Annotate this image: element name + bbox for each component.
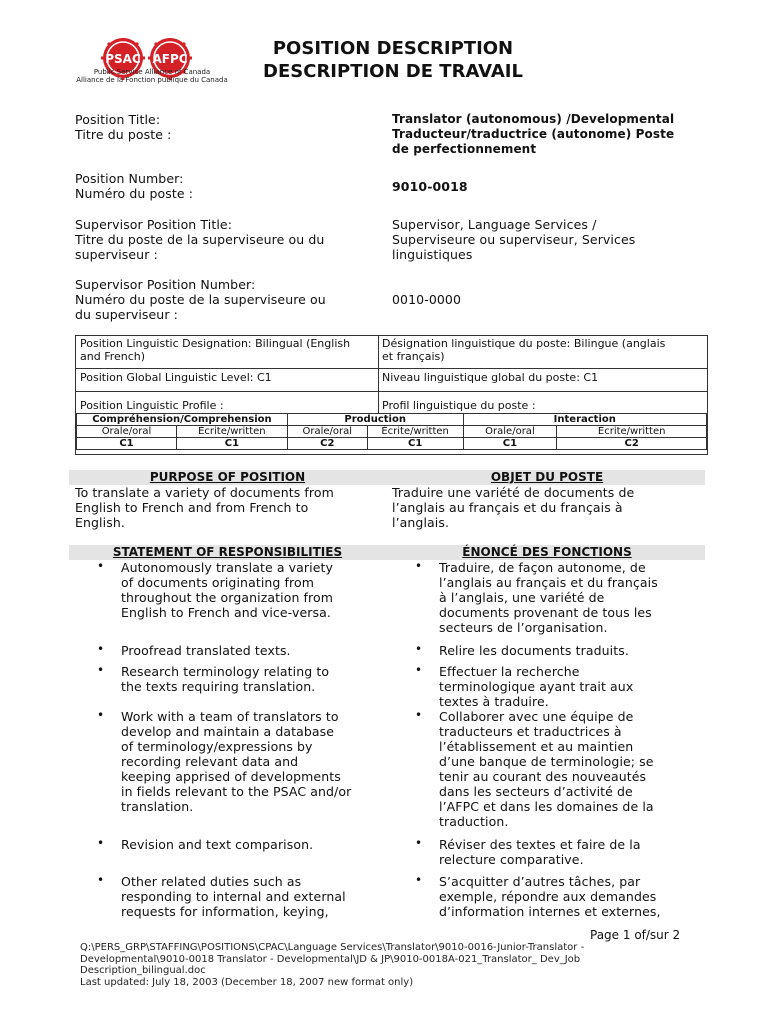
designation-fr [378,336,707,364]
bullet-icon: • [415,873,423,887]
resp-item-fr [439,643,629,658]
position-title-label-fr: Titre du poste : [75,127,172,142]
purpose-heading-en: PURPOSE OF POSITION [149,470,306,484]
linguistic-profile-table [76,413,707,450]
designation-en [76,336,378,364]
resp-item-fr [439,874,661,919]
title-fr: DESCRIPTION DE TRAVAIL [263,61,523,82]
resp-en-line: the texts requiring translation. [121,679,316,694]
resp-en-line: in fields relevant to the PSAC and/or [121,784,352,799]
position-number-label-en: Position Number: [75,171,184,186]
supervisor-title-label [75,217,324,262]
resp-en-line: English to French and vice-versa. [121,605,331,620]
bullet-icon: • [97,708,105,722]
profile-level: C1 [367,438,463,450]
bullet-icon: • [97,559,105,573]
bullet-icon: • [97,663,105,677]
supervisor-number-value: 0010-0000 [392,292,462,307]
resp-en-line: translation. [121,799,194,814]
position-title-label [75,112,171,142]
resp-fr-line: l’établissement et au maintien [439,739,634,754]
purpose-fr-line: l’anglais au français et du français à [392,500,623,515]
profile-subhead: Écrite/written [176,426,287,438]
profile-subhead: Écrite/written [367,426,463,438]
resp-fr-line: d’une banque de terminologie; se [439,754,654,769]
logo-caption-fr: Alliance de la Fonction publique du Canada [76,76,228,84]
designation-row [76,336,707,369]
bullet-icon: • [415,663,423,677]
resp-en-line: throughout the organization from [121,590,334,605]
purpose-text-fr [392,485,634,530]
supervisor-number-label-line: du superviseur : [75,307,178,322]
resp-en-line: Autonomously translate a variety [121,560,334,575]
resp-item-en [121,837,313,852]
global-level-en: Position Global Linguistic Level: C1 [80,371,272,384]
bullet-icon: • [415,708,423,722]
bullet-icon: • [97,642,105,656]
supervisor-title-value-line: Superviseure ou superviseur, Services [392,232,636,247]
bullet-icon: • [97,836,105,850]
supervisor-title-label-line: Supervisor Position Title: [75,217,233,232]
profile-level: C1 [176,438,287,450]
position-title-value-line: Translator (autonomous) /Developmental [392,112,675,126]
resp-en-line: develop and maintain a database [121,724,335,739]
purpose-fr-line: Traduire une variété de documents de [392,485,635,500]
resp-fr-line: Effectuer la recherche [439,664,580,679]
designation-en-line: Position Linguistic Designation: Bilingual (English [80,337,351,350]
footer-path-line: Description_bilingual.doc [80,965,206,976]
footer-path-line: Q:\PERS_GRP\STAFFING\POSITIONS\CPAC\Language Services\Translator\9010-0016-Junior-Translator - [80,942,585,953]
resp-fr-line: documents provenant de tous les [439,605,652,620]
resp-fr-line: traducteurs et traductrices à [439,724,622,739]
designation-fr-line: et français) [382,350,445,363]
resp-fr-line: l’anglais au français et du français [439,575,658,590]
logo-caption [72,68,232,84]
responsibilities-heading-fr: ÉNONCÉ DES FONCTIONS [462,545,632,559]
resp-item-fr [439,709,654,829]
bullet-icon: • [415,642,423,656]
profile-group-interaction: Interaction [463,414,706,426]
resp-fr-line: S’acquitter d’autres tâches, par [439,874,641,889]
resp-fr-line: textes à traduire. [439,694,549,709]
logo-caption-en: Public Service Alliance of Canada [93,68,211,76]
resp-item-fr [439,560,658,635]
resp-fr-line: Réviser des textes et faire de la [439,837,641,852]
resp-fr-line: exemple, répondre aux demandes [439,889,657,904]
logo-right-text: AFPC [152,52,188,66]
footer-path-line: Developmental\9010-0018 Translator - Developmental\JD & JP\9010-0018A-021_Translator_ Dev_Job [80,953,581,965]
position-title-label-en: Position Title: [75,112,161,127]
footer-path [80,942,584,988]
resp-en-line: Work with a team of translators to [121,709,339,724]
resp-en-line: of terminology/expressions by [121,739,313,754]
resp-fr-line: relecture comparative. [439,852,584,867]
bullet-icon: • [415,836,423,850]
title-en: POSITION DESCRIPTION [272,38,514,59]
position-number-label [75,171,193,201]
purpose-en-line: To translate a variety of documents from [75,485,334,500]
supervisor-number-label-line: Supervisor Position Number: [75,277,256,292]
footer-last-updated: Last updated: July 18, 2003 (December 18, 2007 new format only) [80,976,414,988]
resp-en-line: Other related duties such as [121,874,302,889]
resp-item-en [121,643,291,658]
resp-item-en [121,874,346,919]
purpose-en-line: English to French and from French to [75,500,309,515]
resp-fr-line: l’AFPC et dans les domaines de la [439,799,654,814]
resp-item-fr [439,837,641,867]
resp-fr-line: Relire les documents traduits. [439,643,629,658]
position-title-value-line: Traducteur/traductrice (autonome) Poste [392,127,675,141]
logo-left-text: PSAC [105,52,141,66]
supervisor-title-label-line: Titre du poste de la superviseure ou du [75,232,325,247]
supervisor-title-label-line: superviseur : [75,247,158,262]
profile-subhead: Orale/oral [287,426,367,438]
resp-en-line: Proofread translated texts. [121,643,291,658]
profile-level: C1 [77,438,177,450]
profile-group-comprehension: Compréhension/Comprehension [77,414,288,426]
resp-en-line: keeping apprised of developments [121,769,341,784]
resp-en-line: recording relevant data and [121,754,299,769]
resp-fr-line: à l’anglais, une variété de [439,590,605,605]
resp-item-fr [439,664,633,709]
bullet-icon: • [97,873,105,887]
purpose-text-en [75,485,334,530]
resp-item-en [121,709,351,814]
global-level-row [76,369,707,392]
profile-subhead: Orale/oral [77,426,177,438]
position-title-value [392,112,674,157]
profile-fr: Profil linguistique du poste : [382,399,536,412]
supervisor-number-label-line: Numéro du poste de la superviseure ou [75,292,326,307]
linguistic-profile-box [75,335,708,455]
position-number-value: 9010-0018 [392,179,468,194]
profile-row [76,392,707,412]
profile-group-production: Production [287,414,463,426]
global-level-fr: Niveau linguistique global du poste: C1 [382,371,599,384]
purpose-fr-line: l’anglais. [392,515,450,530]
resp-fr-line: Traduire, de façon autonome, de [439,560,646,575]
position-number-label-fr: Numéro du poste : [75,186,194,201]
resp-en-line: of documents originating from [121,575,315,590]
resp-en-line: Revision and text comparison. [121,837,314,852]
responsibilities-heading-en: STATEMENT OF RESPONSIBILITIES [112,545,343,559]
resp-fr-line: traduction. [439,814,509,829]
designation-en-line: and French) [80,350,146,363]
profile-level: C1 [463,438,557,450]
bullet-icon: • [415,559,423,573]
page-number: Page 1 of/sur 2 [590,928,681,942]
resp-en-line: responding to internal and external [121,889,346,904]
profile-level: C2 [557,438,707,450]
resp-item-en [121,560,333,620]
purpose-heading-fr: OBJET DU POSTE [490,470,604,484]
resp-fr-line: secteurs de l’organisation. [439,620,608,635]
resp-en-line: requests for information, keying, [121,904,329,919]
resp-fr-line: d’information internes et externes, [439,904,661,919]
resp-en-line: Research terminology relating to [121,664,330,679]
resp-fr-line: tenir au courant des nouveautés [439,769,647,784]
supervisor-title-value-line: Supervisor, Language Services / [392,217,597,232]
position-title-value-line: de perfectionnement [392,142,537,156]
profile-level: C2 [287,438,367,450]
supervisor-title-value [392,217,635,262]
profile-en: Position Linguistic Profile : [80,399,224,412]
purpose-en-line: English. [75,515,125,530]
resp-fr-line: dans les secteurs d’activité de [439,784,633,799]
profile-subhead: Orale/oral [463,426,557,438]
supervisor-title-value-line: linguistiques [392,247,473,262]
resp-item-en [121,664,329,694]
designation-fr-line: Désignation linguistique du poste: Bilingue (anglais [382,337,666,350]
profile-subhead: Écrite/written [557,426,707,438]
resp-fr-line: terminologique ayant trait aux [439,679,634,694]
supervisor-number-label [75,277,326,322]
resp-fr-line: Collaborer avec une équipe de [439,709,634,724]
